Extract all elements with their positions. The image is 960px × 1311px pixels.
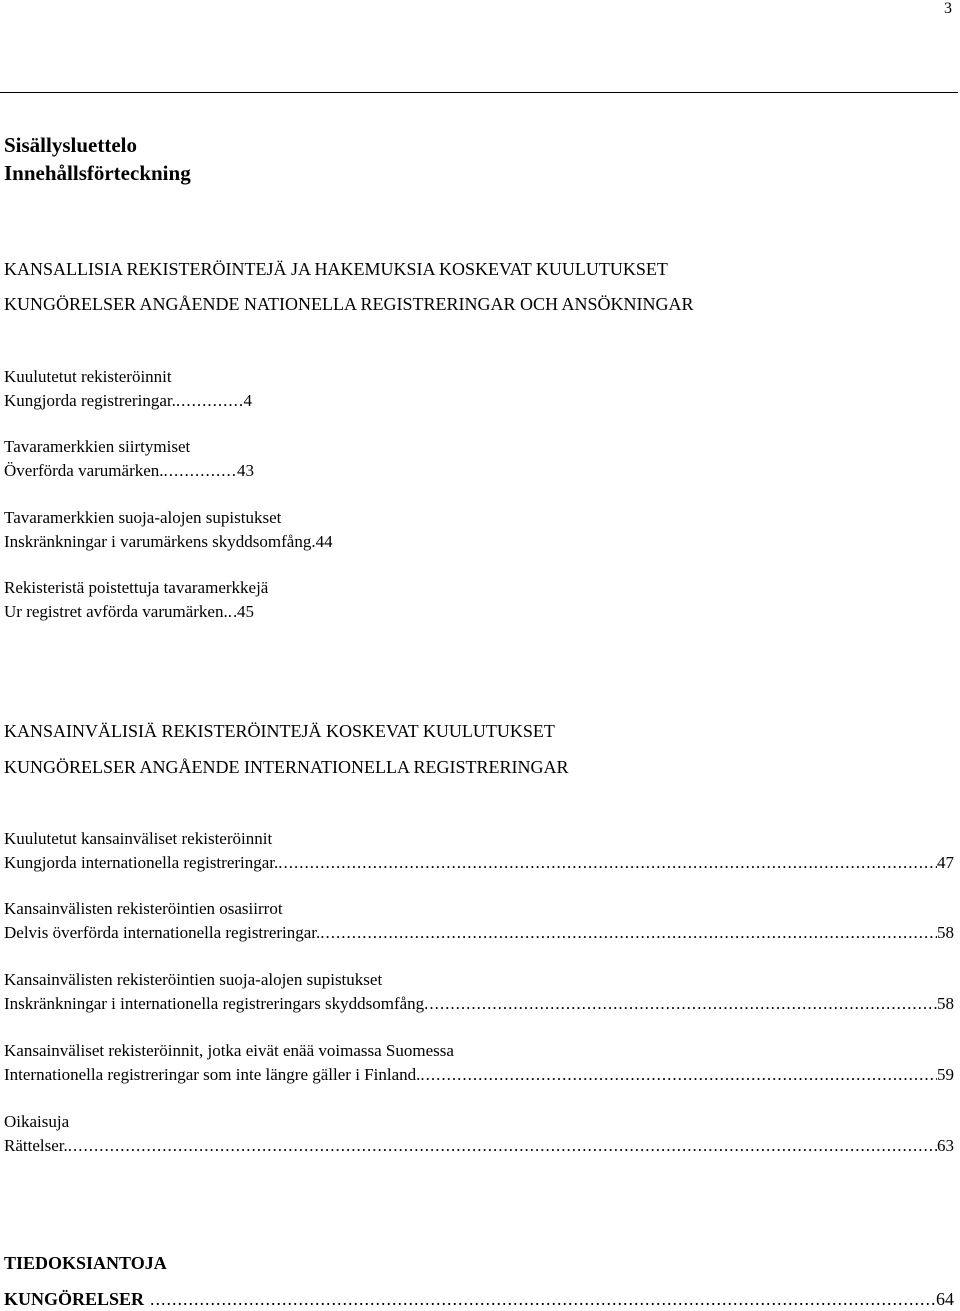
toc-title (4, 131, 191, 187)
notices-heading-fi: TIEDOKSIANTOJA (4, 1253, 167, 1273)
entry-page-number: 4 (243, 391, 252, 410)
toc-entry[interactable] (4, 365, 252, 413)
entry-page-number: 43 (237, 461, 254, 480)
international-heading-sv: KUNGÖRELSER ANGÅENDE INTERNATIONELLA REGISTRERINGAR (4, 757, 569, 777)
toc-entry[interactable] (4, 897, 954, 945)
national-heading-fi: KANSALLISIA REKISTERÖINTEJÄ JA HAKEMUKSIA KOSKEVAT KUULUTUKSET (4, 259, 668, 279)
entry-title-sv: Delvis överförda internationella registreringar. (4, 923, 321, 942)
entry-page-number: 63 (937, 1136, 954, 1155)
dot-leader (420, 1063, 937, 1087)
toc-entry[interactable] (4, 576, 269, 624)
toc-title-sv: Innehållsförteckning (4, 161, 191, 185)
entry-title-fi: Kuulutetut kansainväliset rekisteröinnit (4, 829, 273, 848)
entry-title-sv: Inskränkningar i varumärkens skyddsomfång. (4, 532, 316, 551)
dot-leader (68, 1134, 937, 1158)
entry-title-sv: Rättelser. (4, 1136, 68, 1155)
toc-entry[interactable] (4, 1039, 954, 1087)
entry-page-number: 64 (936, 1289, 954, 1309)
international-heading-fi: KANSAINVÄLISIÄ REKISTERÖINTEJÄ KOSKEVAT KUULUTUKSET (4, 721, 555, 741)
page-number: 3 (944, 0, 952, 17)
entry-title-fi: Oikaisuja (4, 1112, 70, 1131)
dot-leader (320, 921, 937, 945)
toc-entry[interactable] (4, 1287, 954, 1311)
toc-entry[interactable] (4, 827, 954, 875)
entry-page-number: 59 (937, 1065, 954, 1084)
entry-title-fi: Kansainvälisten rekisteröintien osasiirrot (4, 899, 283, 918)
entry-title-sv: Överförda varumärken. (4, 461, 164, 480)
entry-title-fi: Kansainväliset rekisteröinnit, jotka eivät enää voimassa Suomessa (4, 1041, 454, 1060)
entry-title-fi: Tavaramerkkien suoja-alojen supistukset (4, 508, 282, 527)
entry-page-number: 47 (937, 853, 954, 872)
notices-heading-sv: KUNGÖRELSER (4, 1289, 145, 1309)
toc-entry[interactable] (4, 968, 954, 1016)
toc-title-fi: Sisällysluettelo (4, 133, 138, 157)
entry-title-sv: Ur registret avförda varumärken. (4, 602, 228, 621)
dot-leader (424, 992, 937, 1016)
entry-title-sv: Internationella registreringar som inte längre gäller i Finland. (4, 1065, 421, 1084)
header-rule (0, 92, 958, 93)
entry-title-fi: Kansainvälisten rekisteröintien suoja-alojen supistukset (4, 970, 383, 989)
entry-page-number: 45 (237, 602, 254, 621)
dot-leader (228, 600, 237, 624)
entry-title-fi: Rekisteristä poistettuja tavaramerkkejä (4, 578, 269, 597)
entry-title-sv: Kungjorda registreringar. (4, 391, 176, 410)
entry-page-number: 58 (937, 923, 954, 942)
toc-entry[interactable] (4, 1110, 954, 1158)
entry-title-sv: Kungjorda internationella registreringar. (4, 853, 279, 872)
dot-leader (144, 1287, 936, 1311)
toc-entry[interactable] (4, 506, 333, 554)
dot-leader (176, 389, 244, 413)
entry-page-number: 58 (937, 994, 954, 1013)
dot-leader (164, 459, 237, 483)
entry-title-fi: Kuulutetut rekisteröinnit (4, 367, 172, 386)
entry-page-number: 44 (315, 532, 333, 551)
dot-leader (278, 851, 937, 875)
entry-title-fi: Tavaramerkkien siirtymiset (4, 437, 191, 456)
national-heading-sv: KUNGÖRELSER ANGÅENDE NATIONELLA REGISTRERINGAR OCH ANSÖKNINGAR (4, 294, 694, 314)
toc-entry[interactable] (4, 435, 254, 483)
entry-title-sv: Inskränkningar i internationella registreringars skyddsomfång (4, 994, 425, 1013)
